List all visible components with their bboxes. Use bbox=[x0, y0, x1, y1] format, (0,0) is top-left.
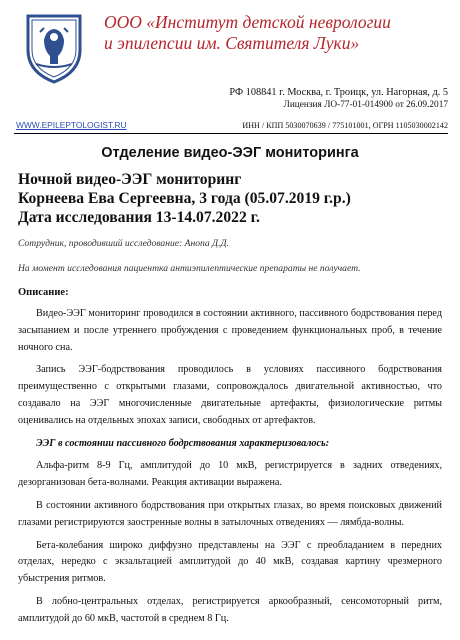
institute-logo bbox=[22, 10, 86, 86]
study-date-line: Дата исследования 13-14.07.2022 г. bbox=[18, 209, 260, 226]
report-title-line1: Ночной видео-ЭЭГ мониторинг bbox=[18, 171, 242, 188]
staff-line: Сотрудник, проводивший исследование: Анопа Д.Д. bbox=[18, 238, 230, 249]
organization-name-line2: и эпилепсии им. Святителя Луки» bbox=[104, 33, 360, 53]
report-title bbox=[18, 170, 448, 227]
website-link[interactable]: WWW.EPILEPTOLOGIST.RU bbox=[16, 120, 127, 130]
paragraph: В лобно-центральных отделах, регистрируется аркообразный, сенсомоторный ритм, амплитудой до 60 мкВ, частотой в среднем 8 Гц. bbox=[18, 595, 442, 624]
department-title: Отделение видео-ЭЭГ мониторинга bbox=[101, 145, 359, 161]
paragraph: Запись ЭЭГ-бодрствования проводилось в условиях пассивного бодрствования преимущественно с открытыми глазами, сопровождалось двигательной активностью, что создавало на ЭЭГ многочисленные двигательные артефакты, физиологические ритмы оценивались на отдельных эпохах записи, свободных от артефактов. bbox=[18, 364, 442, 426]
organization-ids: ИНН / КПП 5030070639 / 775101001, ОГРН 1105030002142 bbox=[242, 121, 448, 130]
organization-license: Лицензия ЛО-77-01-014900 от 26.09.2017 bbox=[283, 100, 448, 110]
paragraph: Бета-колебания широко диффузно представлены на ЭЭГ с преобладанием в передних отделах, нередко с экзальтацией амплитудой до 40 мкВ, создавая картину чрезмерного убыстрения ритмов. bbox=[18, 539, 442, 585]
report-body bbox=[18, 306, 442, 634]
section-heading: Описание: bbox=[18, 287, 69, 298]
medication-note: На момент исследования пациентка антиэпилептические препараты не получает. bbox=[18, 263, 361, 274]
subheading: ЭЭГ в состоянии пассивного бодрствования характеризовалось: bbox=[36, 437, 330, 449]
paragraph: В состоянии активного бодрствования при открытых глазах, во время поисковых движений глазами регистрируются заостренные волны в затылочных отведениях — лямбда-волны. bbox=[18, 499, 442, 528]
paragraph: Альфа-ритм 8-9 Гц, амплитудой до 10 мкВ, регистрируется в задних отведениях, дезорганизован бета-волнами. Реакция активации выражена. bbox=[18, 460, 442, 489]
patient-line: Корнеева Ева Сергеевна, 3 года (05.07.2019 г.р.) bbox=[18, 190, 351, 207]
header-divider bbox=[14, 133, 448, 134]
organization-address: РФ 108841 г. Москва, г. Троицк, ул. Нагорная, д. 5 bbox=[229, 87, 448, 98]
paragraph: Видео-ЭЭГ мониторинг проводился в состоянии активного, пассивного бодрствования перед засыпанием и после утреннего пробуждения с проведением функциональных проб, в течение ночного сна. bbox=[18, 308, 442, 353]
organization-name-line1: ООО «Институт детской неврологии bbox=[104, 12, 391, 32]
organization-name bbox=[104, 12, 454, 54]
